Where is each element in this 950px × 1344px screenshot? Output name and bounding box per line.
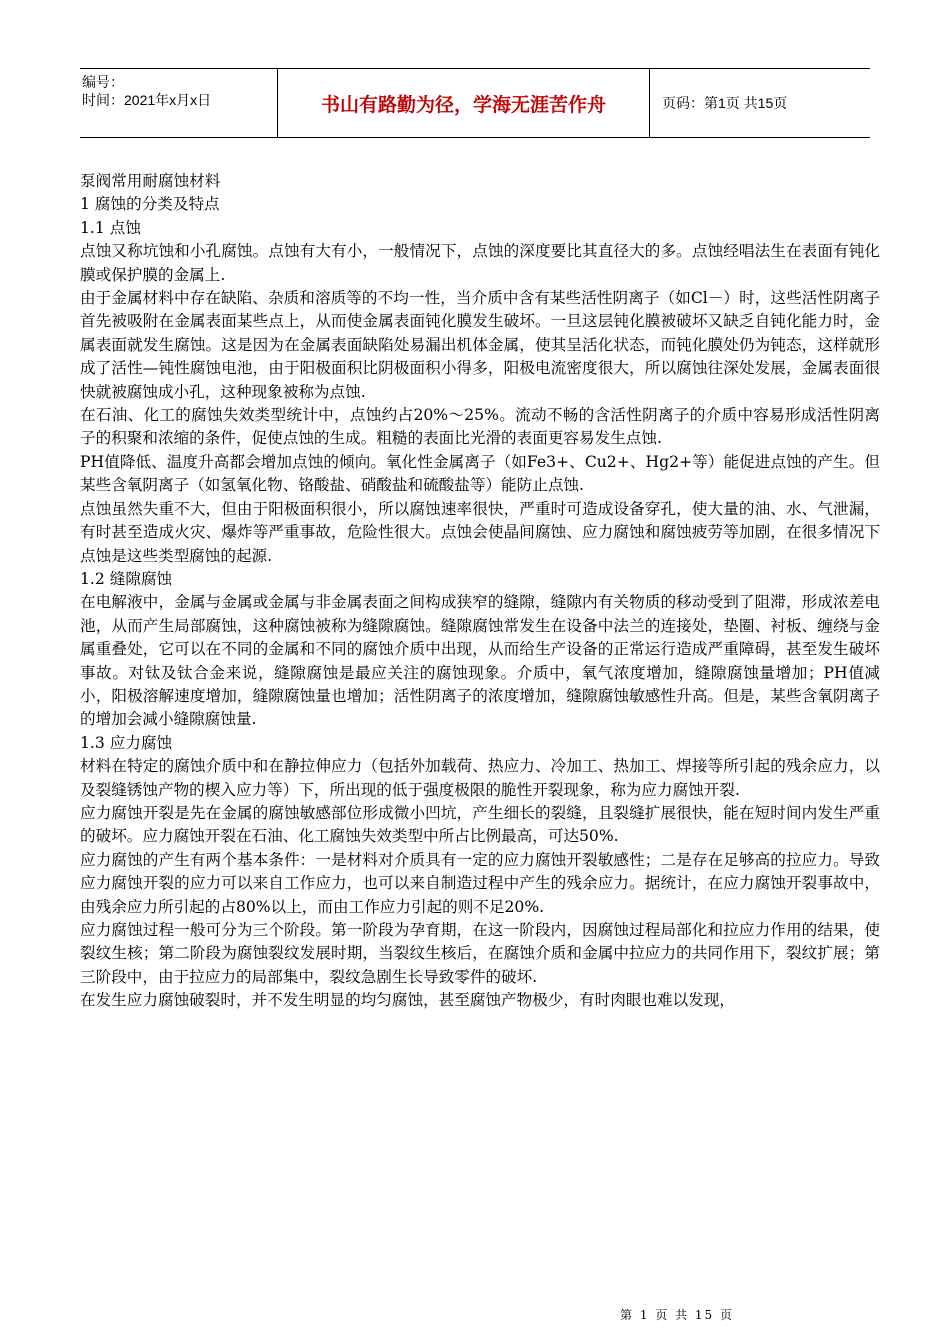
document-time-label: 时间：2021年x月x日 <box>82 92 212 108</box>
body-paragraph: 点蚀虽然失重不大，但由于阳极面积很小，所以腐蚀速率很快，严重时可造成设备穿孔，使大量的油、水、气泄漏，有时甚至造成火灾、爆炸等严重事故，危险性很大。点蚀会使晶间腐蚀、应力腐蚀和腐蚀疲劳等加剧，在很多情况下点蚀是这些类型腐蚀的起源. <box>80 499 880 565</box>
subsection-heading: 1.2 缝隙腐蚀 <box>80 569 173 588</box>
body-paragraph: 点蚀又称坑蚀和小孔腐蚀。点蚀有大有小，一般情况下，点蚀的深度要比其直径大的多。点蚀经唱法生在表面有钝化膜或保护膜的金属上. <box>80 242 880 284</box>
document-body <box>80 170 880 1013</box>
subsection-heading: 1.1 点蚀 <box>80 218 141 237</box>
body-paragraph: 在石油、化工的腐蚀失效类型统计中，点蚀约占20%～25%。流动不畅的含活性阴离子的介质中容易形成活性阴离子的积聚和浓缩的条件，促使点蚀的生成。粗糙的表面比光滑的表面更容易发生点蚀. <box>80 406 880 448</box>
body-paragraph: 在电解液中，金属与金属或金属与非金属表面之间构成狭窄的缝隙，缝隙内有关物质的移动受到了阻滞，形成浓差电池，从而产生局部腐蚀，这种腐蚀被称为缝隙腐蚀。缝隙腐蚀常发生在设备中法兰的连接处，垫圈、衬板、缠绕与金属重叠处，它可以在不同的金属和不同的腐蚀介质中出现，从而给生产设备的正常运行造成严重障碍，甚至发生破坏事故。对钛及钛合金来说，缝隙腐蚀是最应关注的腐蚀现象。介质中，氧气浓度增加，缝隙腐蚀量增加；PH值减小，阳极溶解速度增加，缝隙腐蚀量也增加；活性阴离子的浓度增加，缝隙腐蚀敏感性升高。但是，某些含氧阴离子的增加会减小缝隙腐蚀量. <box>80 593 880 729</box>
section-heading: 1 腐蚀的分类及特点 <box>80 195 220 214</box>
document-title: 泵阀常用耐腐蚀材料 <box>80 172 221 190</box>
body-paragraph: 应力腐蚀的产生有两个基本条件：一是材料对介质具有一定的应力腐蚀开裂敏感性；二是存在足够高的拉应力。导致应力腐蚀开裂的应力可以来自工作应力，也可以来自制造过程中产生的残余应力。据统计，在应力腐蚀开裂事故中，由残余应力所引起的占80%以上，而由工作应力引起的则不足20%. <box>80 850 880 916</box>
header-table <box>80 68 870 138</box>
header-info-cell <box>80 69 278 137</box>
body-paragraph: 材料在特定的腐蚀介质中和在静拉伸应力（包括外加载荷、热应力、冷加工、热加工、焊接等所引起的残余应力，以及裂缝锈蚀产物的楔入应力等）下，所出现的低于强度极限的脆性开裂现象，称为应力腐蚀开裂. <box>80 757 880 799</box>
body-paragraph: 应力腐蚀开裂是先在金属的腐蚀敏感部位形成微小凹坑，产生细长的裂缝，且裂缝扩展很快，能在短时间内发生严重的破坏。应力腐蚀开裂在石油、化工腐蚀失效类型中所占比例最高，可达50%. <box>80 803 880 846</box>
header-page-info: 页码：第1页 共15页 <box>662 95 788 111</box>
subsection-heading: 1.3 应力腐蚀 <box>80 733 173 752</box>
header-motto: 书山有路勤为径，学海无涯苦作舟 <box>278 69 650 137</box>
body-paragraph: 由于金属材料中存在缺陷、杂质和溶质等的不均一性，当介质中含有某些活性阴离子（如Cl－）时，这些活性阴离子首先被吸附在金属表面某些点上，从而使金属表面钝化膜发生破坏。一旦这层钝化膜被破坏又缺乏自钝化能力时，金属表面就发生腐蚀。这是因为在金属表面缺陷处易漏出机体金属，使其呈活化状态，而钝化膜处仍为钝态，这样就形成了活性—钝性腐蚀电池，由于阳极面积比阴极面积小得多，阳极电流密度很大，所以腐蚀往深处发展，金属表面很快就被腐蚀成小孔，这种现象被称为点蚀. <box>80 289 880 401</box>
page-footer: 第 1 页 共 15 页 <box>620 1308 734 1322</box>
body-paragraph: 在发生应力腐蚀破裂时，并不发生明显的均匀腐蚀，甚至腐蚀产物极少，有时肉眼也难以发现， <box>80 991 735 1010</box>
body-paragraph: PH值降低、温度升高都会增加点蚀的倾向。氧化性金属离子（如Fe3+、Cu2+、Hg2+等）能促进点蚀的产生。但某些含氧阴离子（如氢氧化物、铬酸盐、硝酸盐和硫酸盐等）能防止点蚀. <box>80 452 880 495</box>
body-paragraph: 应力腐蚀过程一般可分为三个阶段。第一阶段为孕育期，在这一阶段内，因腐蚀过程局部化和拉应力作用的结果，使裂纹生核；第二阶段为腐蚀裂纹发展时期，当裂纹生核后，在腐蚀介质和金属中拉应力的共同作用下，裂纹扩展；第三阶段中，由于拉应力的局部集中，裂纹急剧生长导致零件的破坏. <box>80 921 880 986</box>
document-number-label: 编号： <box>82 74 124 90</box>
